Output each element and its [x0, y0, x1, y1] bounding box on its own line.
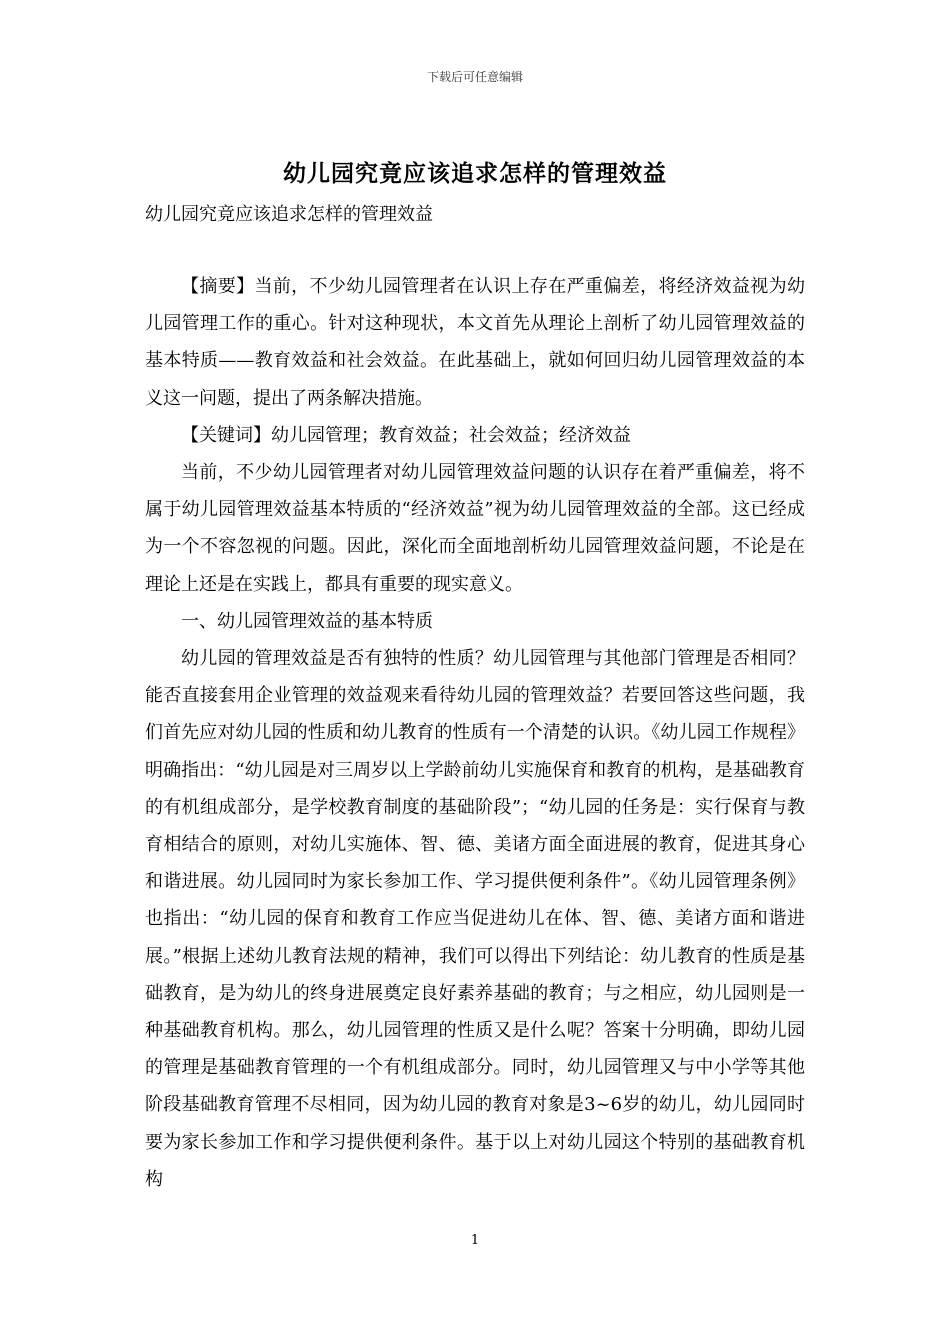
abstract-paragraph: 【摘要】当前，不少幼儿园管理者在认识上存在严重偏差，将经济效益视为幼儿园管理工作的重心。针对这种现状，本文首先从理论上剖析了幼儿园管理效益的基本特质——教育效益和社会效益。在此基础上，就如何回归幼儿园管理效益的本义这一问题，提出了两条解决措施。: [145, 276, 805, 409]
page-number: 1: [470, 1233, 480, 1248]
keywords-paragraph: 【关键词】幼儿园管理；教育效益；社会效益；经济效益: [181, 424, 631, 446]
document-title: 幼儿园究竟应该追求怎样的管理效益: [283, 160, 667, 187]
header-note: 下载后可任意编辑: [426, 70, 523, 84]
intro-paragraph: 当前，不少幼儿园管理者对幼儿园管理效益问题的认识存在着严重偏差，将不属于幼儿园管理效益基本特质的“经济效益”视为幼儿园管理效益的全部。这已经成为一个不容忽视的问题。因此，深化而全面地剖析幼儿园管理效益问题，不论是在理论上还是在实践上，都具有重要的现实意义。: [145, 462, 805, 595]
document-subtitle: 幼儿园究竟应该追求怎样的管理效益: [145, 204, 433, 225]
body-paragraph: 幼儿园的管理效益是否有独特的性质？幼儿园管理与其他部门管理是否相同？能否直接套用企业管理的效益观来看待幼儿园的管理效益？若要回答这些问题，我们首先应对幼儿园的性质和幼儿教育的性质有一个清楚的认识。《幼儿园工作规程》明确指出：“幼儿园是对三周岁以上学龄前幼儿实施保育和教育的机构，是基础教育的有机组成部分，是学校教育制度的基础阶段”；“幼儿园的任务是：实行保育与教育相结合的原则，对幼儿实施体、智、德、美诸方面全面进展的教育，促进其身心和谐进展。幼儿园同时为家长参加工作、学习提供便利条件”。《幼儿园管理条例》也指出：“幼儿园的保育和教育工作应当促进幼儿在体、智、德、美诸方面和谐进展。”根据上述幼儿教育法规的精神，我们可以得出下列结论：幼儿教育的性质是基础教育，是为幼儿的终身进展奠定良好素养基础的教育；与之相应，幼儿园则是一种基础教育机构。那么，幼儿园管理的性质又是什么呢？答案十分明确，即幼儿园的管理是基础教育管理的一个有机组成部分。同时，幼儿园管理又与中小学等其他阶段基础教育管理不尽相同，因为幼儿园的教育对象是3~6岁的幼儿，幼儿园同时要为家长参加工作和学习提供便利条件。基于以上对幼儿园这个特别的基础教育机构: [145, 648, 805, 1190]
section-heading: 一、幼儿园管理效益的基本特质: [181, 610, 433, 632]
document-body: [145, 268, 805, 1198]
